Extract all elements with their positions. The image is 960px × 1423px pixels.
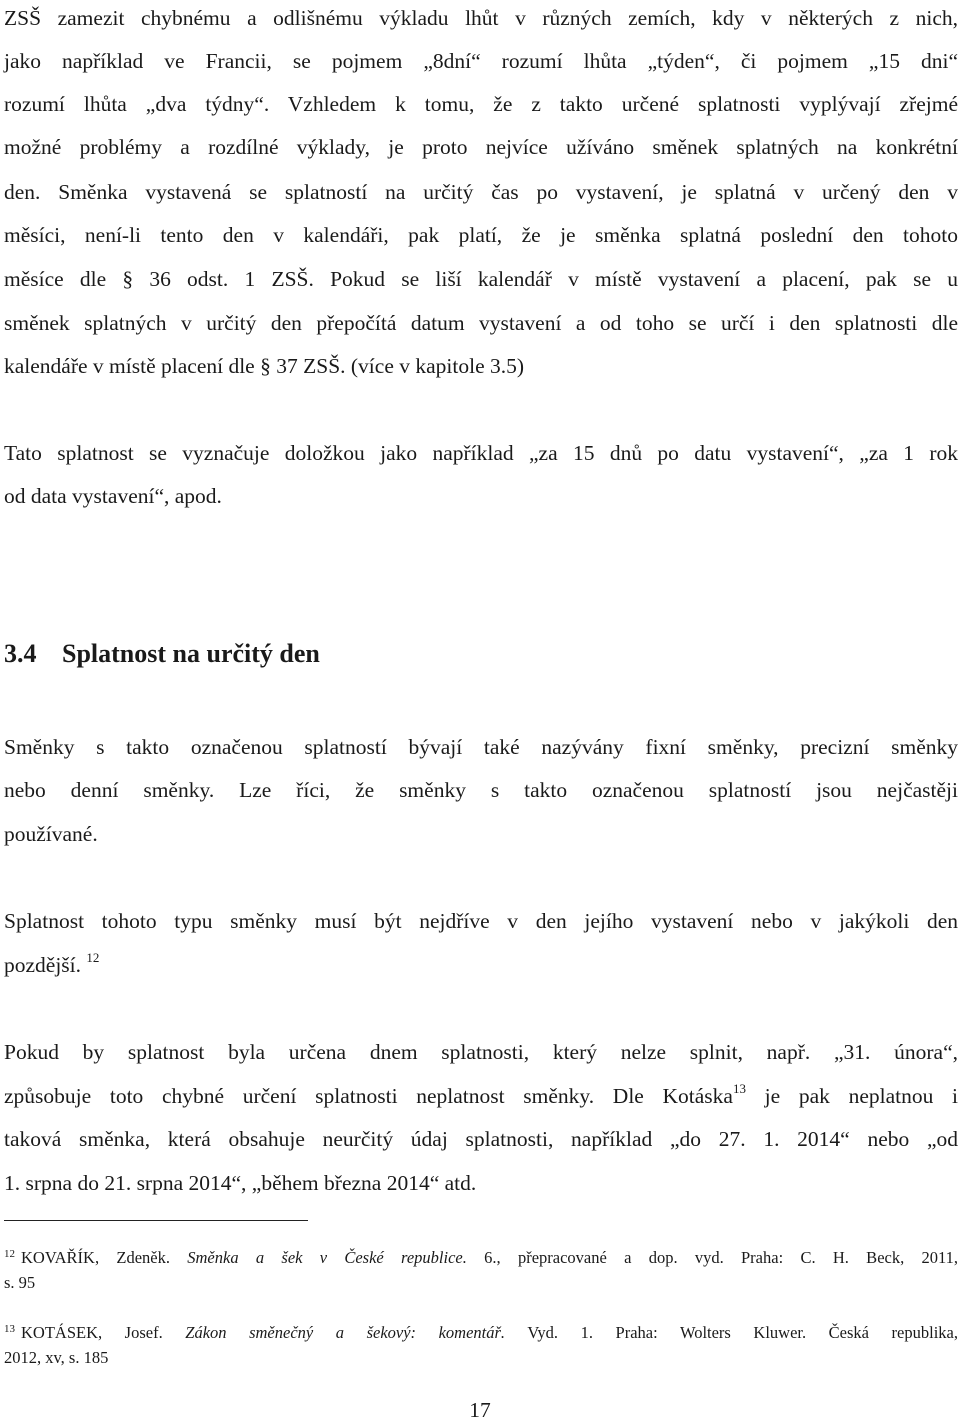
text-line: ZSŠ zamezit chybnému a odlišnému výkladu lhůt v různých zemích, kdy v některých z nich,: [4, 6, 958, 30]
footnote-title: Směnka a šek v České republice.: [187, 1248, 467, 1267]
footnote-separator: [4, 1220, 308, 1221]
text-line: možné problémy a rozdílné výklady, je proto nejvíce užíváno směnek splatných na konkrétní: [4, 135, 958, 159]
footnote-line: [4, 1320, 958, 1345]
section-heading: [4, 637, 320, 671]
text-line: nebo denní směnky. Lze říci, že směnky s takto označenou splatností jsou nejčastěji: [4, 778, 958, 802]
text-line: rozumí lhůta „dva týdny“. Vzhledem k tomu, že z takto určené splatnosti vyplývají zřejmé: [4, 92, 958, 116]
text-line: taková směnka, která obsahuje neurčitý údaj splatnosti, například „do 27. 1. 2014“ nebo „od: [4, 1127, 958, 1151]
page-number: 17: [469, 1398, 491, 1422]
text-line: [4, 950, 958, 980]
text-line: Pokud by splatnost byla určena dnem splatnosti, který nelze splnit, např. „31. února“,: [4, 1040, 958, 1064]
footnote-12: [4, 1245, 958, 1295]
footnote-line: s. 95: [4, 1273, 36, 1292]
footnote-details: 6., přepracované a dop. vyd. Praha: C. H. Beck, 2011,: [466, 1248, 959, 1267]
text-line: kalendáře v místě placení dle § 37 ZSŠ. (více v kapitole 3.5): [4, 354, 525, 378]
text-line: [4, 1081, 958, 1111]
text-line: den. Směnka vystavená se splatností na určitý čas po vystavení, je splatná v určený den v: [4, 180, 958, 204]
footnote-title: Zákon směnečný a šekový: komentář.: [185, 1323, 506, 1342]
text-line: směnek splatných v určitý den přepočítá datum vystavení a od toho se určí i den splatnosti dle: [4, 311, 958, 335]
text-line: měsíce dle § 36 odst. 1 ZSŠ. Pokud se liší kalendář v místě vystavení a placení, pak se u: [4, 267, 958, 291]
footnote-line: 2012, xv, s. 185: [4, 1348, 109, 1367]
footnote-details: Vyd. 1. Praha: Wolters Kluwer. Česká republika,: [505, 1323, 958, 1342]
footnote-mark: 12: [4, 1247, 15, 1260]
text-line: používané.: [4, 822, 98, 846]
line-text: způsobuje toto chybné určení splatnosti neplatnost směnky. Dle Kotáska: [4, 1084, 733, 1108]
text-line: Směnky s takto označenou splatností bývají také nazývány fixní směnky, precizní směnky: [4, 735, 958, 759]
text-line: Splatnost tohoto typu směnky musí být nejdříve v den jejího vystavení nebo v jakýkoli den: [4, 909, 958, 933]
footnote-author: KOVAŘÍK, Zdeněk.: [21, 1248, 170, 1267]
line-text: je pak neplatnou i: [745, 1084, 958, 1108]
footnote-line: [4, 1245, 958, 1270]
footnote-author: KOTÁSEK, Josef.: [21, 1323, 163, 1342]
text-line: Tato splatnost se vyznačuje doložkou jako například „za 15 dnů po datu vystavení“, „za 1 rok: [4, 441, 958, 465]
footnote-13: [4, 1320, 958, 1370]
footnote-reference[interactable]: 13: [732, 1080, 746, 1096]
line-text: pozdější.: [4, 953, 82, 977]
text-line: od data vystavení“, apod.: [4, 484, 222, 508]
section-number: 3.4: [4, 639, 37, 668]
text-line: 1. srpna do 21. srpna 2014“, „během března 2014“ atd.: [4, 1171, 477, 1195]
footnote-reference[interactable]: 12: [86, 949, 100, 965]
text-line: měsíci, není-li tento den v kalendáři, pak platí, že je směnka splatná poslední den tohoto: [4, 223, 958, 247]
section-title: Splatnost na určitý den: [62, 639, 320, 668]
text-line: jako například ve Francii, se pojmem „8dní“ rozumí lhůta „týden“, či pojmem „15 dni“: [4, 49, 958, 73]
footnote-mark: 13: [4, 1322, 15, 1335]
